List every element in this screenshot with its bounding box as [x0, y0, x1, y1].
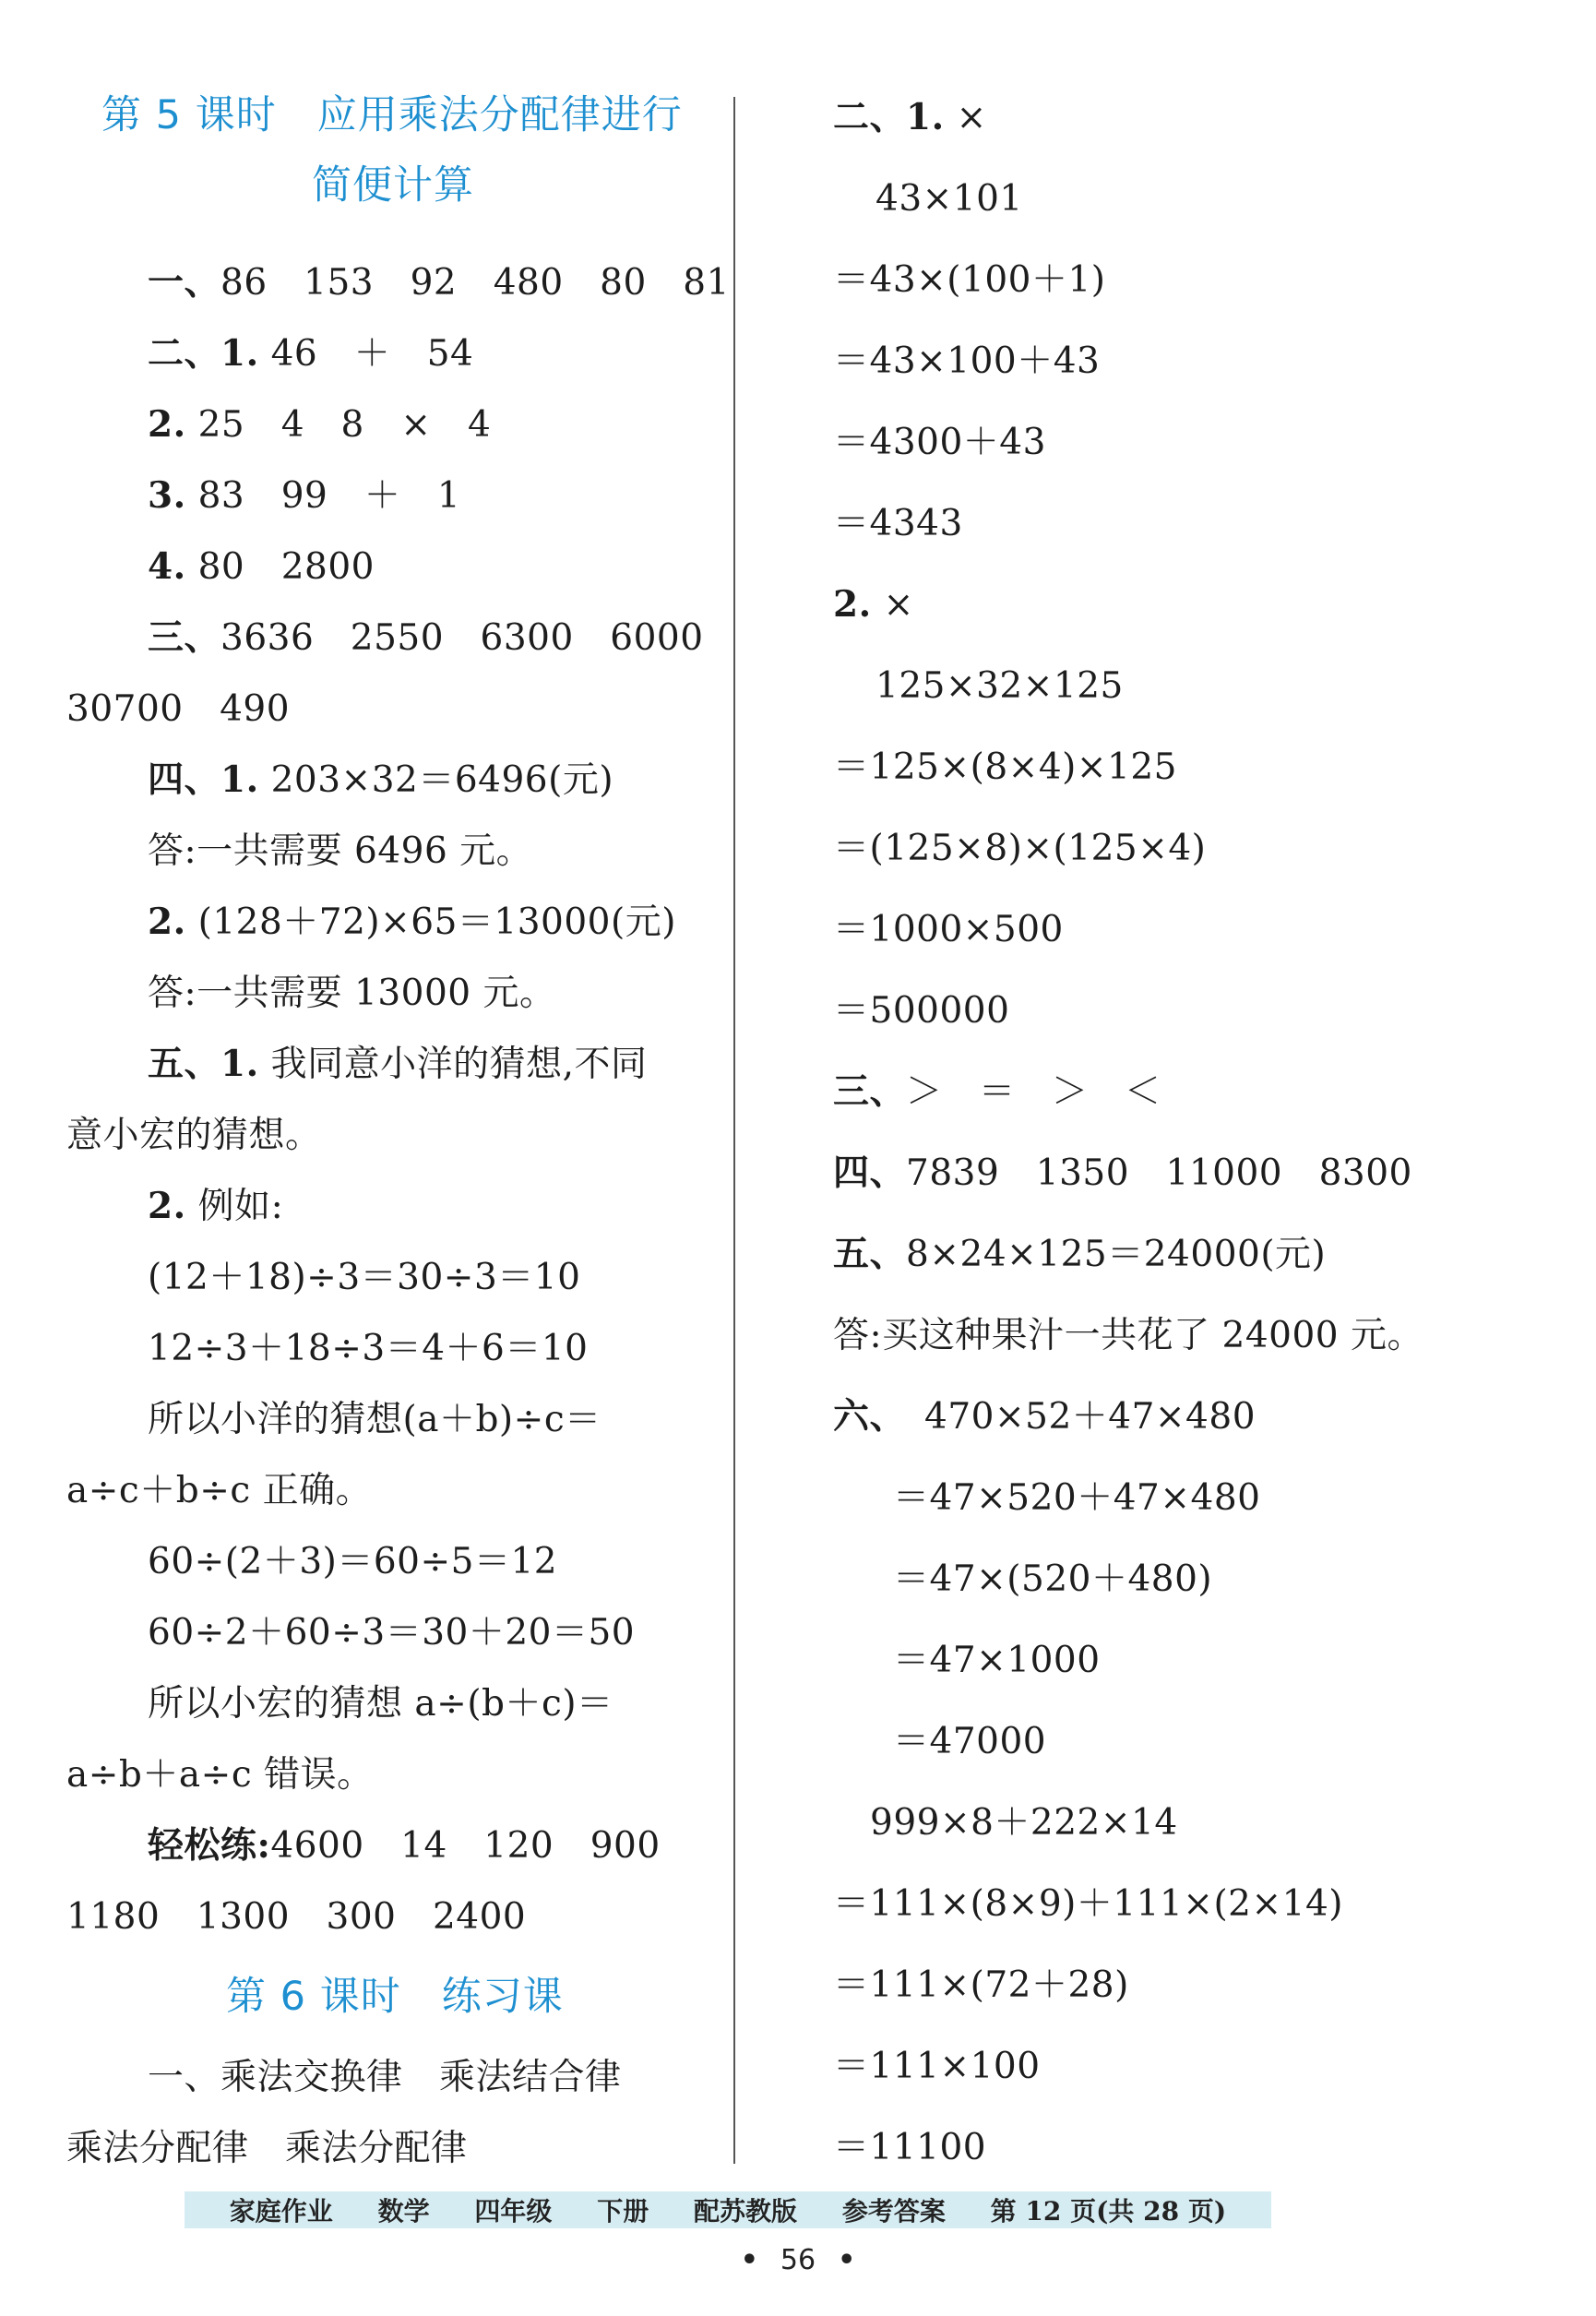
page-number [0, 2244, 1596, 2276]
answer-line: 五、8×24×125＝24000(元) [833, 1233, 1327, 1275]
footer-item: 家庭作业 [229, 2196, 333, 2226]
lesson-5-title-line1: 第 5 课时 应用乘法分配律进行 [101, 92, 683, 138]
answer-line: 一、乘法交换律 乘法结合律 [148, 2057, 622, 2098]
answer-line: 四、1. 203×32＝6496(元) [148, 758, 614, 801]
answer-line: 4. 80 2800 [148, 545, 375, 588]
answer-line: 2. (128＋72)×65＝13000(元) [148, 901, 676, 943]
answer-line: 意小宏的猜想。 [66, 1115, 322, 1156]
answer-line: (12＋18)÷3＝30÷3＝10 [148, 1257, 581, 1298]
answer-line: 四、7839 1350 11000 8300 [833, 1152, 1412, 1194]
answer-line: 所以小洋的猜想(a＋b)÷c＝ [148, 1399, 601, 1440]
answer-line: ＝(125×8)×(125×4) [833, 828, 1207, 869]
answer-line: 三、3636 2550 6300 6000 [148, 616, 704, 659]
answer-line: ＝47000 [893, 1721, 1047, 1762]
answer-line: 12÷3＋18÷3＝4＋6＝10 [148, 1328, 589, 1369]
answer-line: ＝47×1000 [893, 1640, 1101, 1681]
page-number-value: 56 [780, 2244, 816, 2276]
footer-item: 数学 [377, 2196, 430, 2226]
answer-line: 六、 470×52＋47×480 [833, 1395, 1257, 1438]
answer-line: ＝111×100 [833, 2046, 1041, 2087]
answer-line: 30700 490 [66, 688, 291, 730]
answer-line: 一、86 153 92 480 80 81 [148, 261, 730, 304]
footer-item: 四年级 [474, 2196, 553, 2226]
footer-item: 下册 [597, 2196, 649, 2226]
bullet-icon: • [740, 2244, 758, 2276]
answer-line: ＝4300＋43 [833, 422, 1046, 463]
answer-line: ＝4343 [833, 503, 963, 544]
answer-line: a÷b＋a÷c 错误。 [66, 1754, 374, 1796]
answer-line: 所以小宏的猜想 a÷(b＋c)＝ [148, 1683, 613, 1725]
answer-line: 125×32×125 [875, 665, 1124, 707]
answer-line: ＝111×(8×9)＋111×(2×14) [833, 1883, 1344, 1925]
lesson-6-title: 第 6 课时 练习课 [226, 1974, 564, 2020]
answer-line: ＝47×(520＋480) [893, 1558, 1213, 1600]
answer-line: 1180 1300 300 2400 [66, 1896, 527, 1938]
footer-item: 参考答案 [841, 2196, 946, 2226]
answer-line: 2. 例如: [148, 1185, 284, 1227]
answer-line: 60÷2＋60÷3＝30＋20＝50 [148, 1612, 636, 1653]
answer-line: ＝47×520＋47×480 [893, 1477, 1261, 1519]
answer-line: 轻松练:4600 14 120 900 [148, 1824, 661, 1867]
answer-line: 答:一共需要 6496 元。 [148, 830, 533, 872]
answer-line: 43×101 [875, 178, 1023, 220]
footer-item: 配苏教版 [694, 2196, 798, 2226]
answer-line: 乘法分配律 乘法分配律 [66, 2128, 468, 2169]
answer-line: 3. 83 99 ＋ 1 [148, 474, 461, 517]
answer-line: a÷c＋b÷c 正确。 [66, 1470, 373, 1511]
answer-line: 999×8＋222×14 [870, 1802, 1178, 1844]
answer-line: 2. × [833, 583, 914, 626]
answer-line: 2. 25 4 8 × 4 [148, 403, 492, 446]
answer-line: ＝125×(8×4)×125 [833, 746, 1177, 788]
footer-bar [185, 2191, 1271, 2228]
answer-line: 三、＞ ＝ ＞ ＜ [833, 1070, 1161, 1113]
answer-line: ＝500000 [833, 990, 1010, 1032]
answer-line: 答:买这种果汁一共花了 24000 元。 [833, 1315, 1423, 1356]
answer-line: 五、1. 我同意小洋的猜想,不同 [148, 1043, 648, 1085]
footer-text [185, 2191, 1271, 2228]
column-divider [733, 97, 735, 2164]
answer-line: 60÷(2＋3)＝60÷5＝12 [148, 1541, 558, 1582]
answer-line: 二、1. × [833, 96, 987, 138]
bullet-icon: • [838, 2244, 856, 2276]
answer-line: ＝11100 [833, 2127, 987, 2168]
answer-line: ＝43×(100＋1) [833, 259, 1106, 301]
answer-line: ＝111×(72＋28) [833, 1964, 1129, 2006]
footer-item: 第 12 页(共 28 页) [990, 2196, 1227, 2226]
answer-line: 答:一共需要 13000 元。 [148, 973, 556, 1014]
answer-line: 二、1. 46 ＋ 54 [148, 332, 474, 375]
answer-line: ＝1000×500 [833, 909, 1064, 950]
lesson-5-title-line2: 简便计算 [312, 162, 474, 209]
answer-line: ＝43×100＋43 [833, 340, 1101, 382]
